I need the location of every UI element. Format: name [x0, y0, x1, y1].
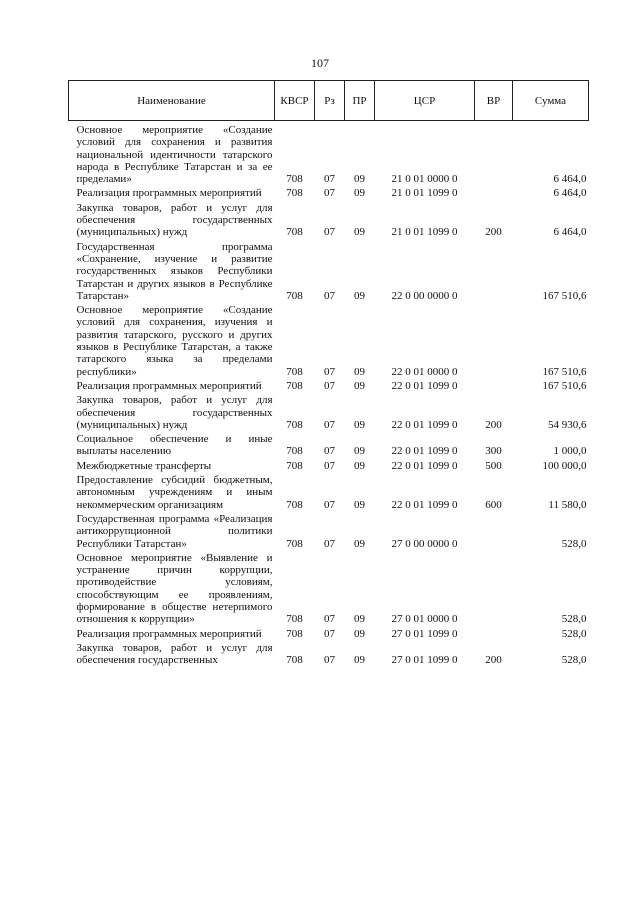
page-number: 107 [311, 56, 329, 70]
cell-kvsr: 708 [286, 226, 303, 239]
header-name: Наименование [69, 81, 275, 121]
cell-name: Реализация программных мероприятий [76, 627, 262, 640]
table-row [69, 394, 589, 433]
cell-csr: 22 0 00 0000 0 [391, 289, 458, 302]
cell-rz: 07 [324, 365, 335, 378]
cell-vr: 500 [485, 459, 502, 472]
table-row [69, 552, 589, 628]
budget-table [68, 80, 589, 668]
table-row [69, 433, 589, 460]
header-csr: ЦСР [375, 81, 475, 121]
cell-rz: 07 [324, 173, 335, 186]
cell-pr: 09 [354, 459, 365, 472]
cell-sum: 167 510,6 [542, 379, 587, 392]
cell-rz: 07 [324, 627, 335, 640]
table-row [69, 474, 589, 513]
cell-csr: 22 0 01 1099 0 [391, 379, 458, 392]
cell-csr: 27 0 01 0000 0 [391, 613, 458, 626]
cell-pr: 09 [354, 537, 365, 550]
cell-csr: 27 0 01 1099 0 [391, 627, 458, 640]
cell-csr: 22 0 01 0000 0 [391, 365, 458, 378]
cell-pr: 09 [354, 498, 365, 511]
table-row [69, 202, 589, 241]
table-body [69, 121, 589, 669]
cell-vr [475, 380, 513, 394]
cell-pr: 09 [354, 613, 365, 626]
cell-kvsr: 708 [286, 498, 303, 511]
cell-csr: 22 0 01 1099 0 [391, 445, 458, 458]
cell-kvsr: 708 [286, 537, 303, 550]
cell-rz: 07 [324, 289, 335, 302]
cell-name: Государственная программа «Сохранение, изучение и развитие государственных языков Республики Татарстан и других языков в Республике Татарстан» [76, 240, 273, 302]
cell-rz: 07 [324, 459, 335, 472]
cell-pr: 09 [354, 226, 365, 239]
cell-name: Закупка товаров, работ и услуг для обеспечения государственных [76, 641, 273, 667]
cell-vr [475, 552, 513, 628]
cell-name: Межбюджетные трансферты [76, 459, 212, 472]
cell-sum: 528,0 [561, 613, 587, 626]
cell-vr [475, 513, 513, 552]
cell-vr: 600 [485, 498, 502, 511]
cell-kvsr: 708 [286, 459, 303, 472]
cell-vr [475, 187, 513, 201]
cell-sum: 100 000,0 [542, 459, 587, 472]
table-row [69, 380, 589, 394]
cell-csr: 22 0 01 1099 0 [391, 459, 458, 472]
cell-sum: 167 510,6 [542, 289, 587, 302]
cell-vr: 200 [485, 654, 502, 667]
cell-sum: 167 510,6 [542, 365, 587, 378]
cell-pr: 09 [354, 627, 365, 640]
cell-name: Социальное обеспечение и иные выплаты населению [76, 433, 273, 458]
table-row [69, 460, 589, 474]
cell-kvsr: 708 [286, 289, 303, 302]
cell-kvsr: 708 [286, 379, 303, 392]
cell-rz: 07 [324, 445, 335, 458]
cell-rz: 07 [324, 418, 335, 431]
cell-csr: 27 0 01 1099 0 [391, 654, 458, 667]
cell-kvsr: 708 [286, 627, 303, 640]
table-header-row [69, 81, 589, 121]
cell-vr: 200 [485, 418, 502, 431]
cell-name: Государственная программа «Реализация антикоррупционной политики Республики Татарстан» [76, 512, 273, 550]
cell-csr: 21 0 01 0000 0 [391, 173, 458, 186]
cell-kvsr: 708 [286, 418, 303, 431]
cell-pr: 09 [354, 289, 365, 302]
cell-name: Реализация программных мероприятий [76, 187, 262, 200]
table-row [69, 241, 589, 304]
header-pr: ПР [345, 81, 375, 121]
cell-sum: 11 580,0 [548, 498, 587, 511]
cell-pr: 09 [354, 445, 365, 458]
cell-sum: 6 464,0 [553, 226, 587, 239]
table-row [69, 642, 589, 669]
cell-pr: 09 [354, 654, 365, 667]
cell-rz: 07 [324, 226, 335, 239]
cell-sum: 54 930,6 [548, 418, 587, 431]
cell-vr [475, 121, 513, 188]
table-row [69, 187, 589, 201]
cell-name: Основное мероприятие «Выявление и устранение причин коррупции, противодействие условиям, способствующим ее проявлениям, формирование в обществе нетерпимого отношения к коррупции» [76, 551, 273, 626]
cell-kvsr: 708 [286, 173, 303, 186]
cell-vr: 300 [485, 445, 502, 458]
cell-vr [475, 241, 513, 304]
cell-sum: 1 000,0 [553, 445, 587, 458]
header-vr: ВР [475, 81, 513, 121]
table-row [69, 628, 589, 642]
cell-name: Основное мероприятие «Создание условий для сохранения и развития национальной идентичности татарского народа в Республике Татарстан и за ее пределами» [76, 124, 273, 186]
cell-csr: 27 0 00 0000 0 [391, 537, 458, 550]
cell-kvsr: 708 [286, 445, 303, 458]
cell-sum: 528,0 [561, 537, 587, 550]
cell-pr: 09 [354, 187, 365, 200]
cell-pr: 09 [354, 173, 365, 186]
cell-rz: 07 [324, 654, 335, 667]
cell-kvsr: 708 [286, 187, 303, 200]
table-row [69, 304, 589, 380]
cell-rz: 07 [324, 379, 335, 392]
cell-rz: 07 [324, 498, 335, 511]
cell-name: Основное мероприятие «Создание условий для сохранения, изучения и развития татарского, русского и других языков в Республике Татарстан, а также татарского языка за пределами республики» [76, 304, 273, 378]
cell-kvsr: 708 [286, 654, 303, 667]
cell-name: Реализация программных мероприятий [76, 379, 262, 392]
cell-sum: 6 464,0 [553, 187, 587, 200]
cell-pr: 09 [354, 418, 365, 431]
cell-csr: 22 0 01 1099 0 [391, 498, 458, 511]
cell-name: Предоставление субсидий бюджетным, автономным учреждениям и иным некоммерческим организациям [76, 474, 273, 511]
cell-sum: 528,0 [561, 654, 587, 667]
cell-pr: 09 [354, 379, 365, 392]
cell-pr: 09 [354, 365, 365, 378]
cell-sum: 528,0 [561, 627, 587, 640]
table-row [69, 513, 589, 552]
cell-name: Закупка товаров, работ и услуг для обеспечения государственных (муниципальных) нужд [76, 394, 273, 431]
cell-vr [475, 304, 513, 380]
cell-csr: 21 0 01 1099 0 [391, 187, 458, 200]
table-row [69, 121, 589, 188]
header-rz: Рз [315, 81, 345, 121]
cell-csr: 22 0 01 1099 0 [391, 418, 458, 431]
cell-sum: 6 464,0 [553, 173, 587, 186]
cell-rz: 07 [324, 613, 335, 626]
cell-name: Закупка товаров, работ и услуг для обеспечения государственных (муниципальных) нужд [76, 201, 273, 239]
cell-rz: 07 [324, 187, 335, 200]
header-sum: Сумма [513, 81, 589, 121]
cell-vr: 200 [485, 226, 502, 239]
cell-kvsr: 708 [286, 613, 303, 626]
cell-kvsr: 708 [286, 365, 303, 378]
cell-csr: 21 0 01 1099 0 [391, 226, 458, 239]
cell-rz: 07 [324, 537, 335, 550]
header-kvsr: КВСР [275, 81, 315, 121]
cell-vr [475, 628, 513, 642]
